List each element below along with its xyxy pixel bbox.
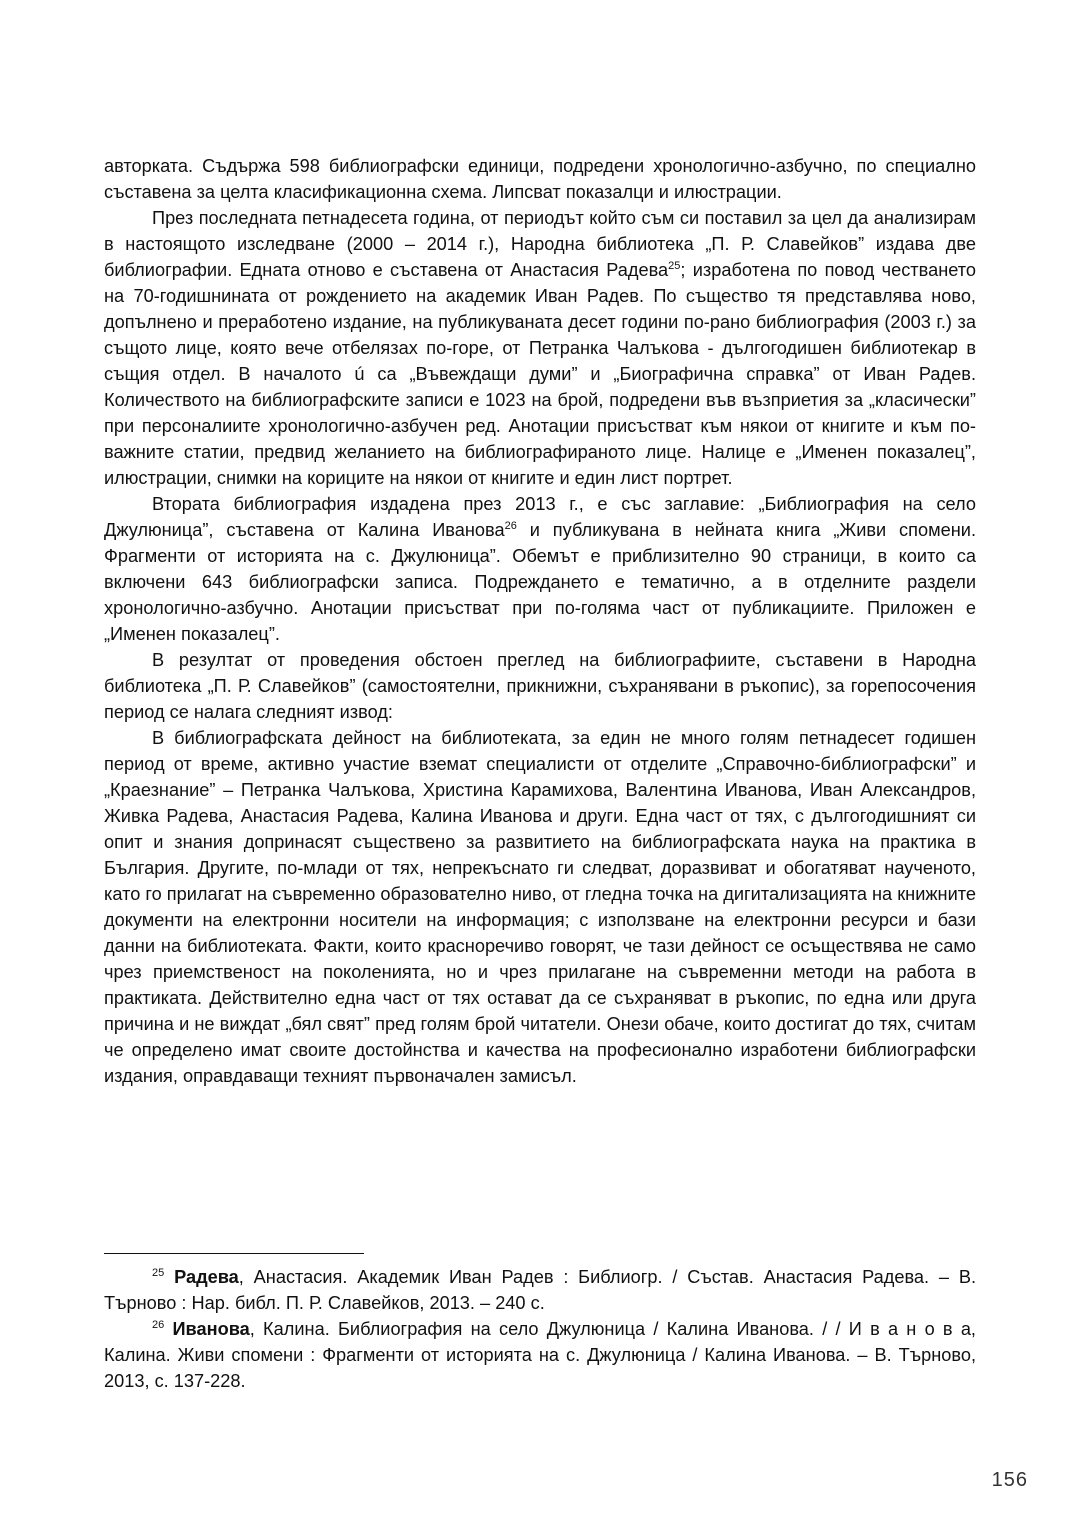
- paragraph: [104, 647, 976, 725]
- text-run: , Калина. Библиография на село Джулюница / Калина Иванова. / / И в а н о в а, Калина. Живи спомени : Фрагменти от историята на с. Джулюница / Калина Иванова. – В. Търново, 2013, с. 137-228.: [104, 1319, 976, 1391]
- text-run: ; изработена по повод честването на 70-годишнината от рождението на академик Иван Радев. По същество тя представлява ново, допълнено и преработено издание, на публикуваната десет години по-рано библиография (2003 г.) за същото лице, която вече отбелязах по-горе, от Петранка Чалъкова - дългогодишен библиотекар в същия отдел. В началото ú са „Въвеждащи думи” и „Биографична справка” от Иван Радев. Количеството на библиографските записи е 1023 на брой, подредени във възприетия за „класически” при персоналиите хронологично-азбучен ред. Анотации присъстват към някои от книгите и към по-важните статии, предвид желанието на библиографираното лице. Налице е „Именен показалец”, илюстрации, снимки на кориците на някои от книгите и един лист портрет.: [104, 260, 976, 488]
- paragraph: [104, 205, 976, 491]
- text-run: [164, 1267, 174, 1287]
- text-run: , Анастасия. Академик Иван Радев : Библиогр. / Състав. Анастасия Радева. – В. Търново : Нар. библ. П. Р. Славейков, 2013. – 240 с.: [104, 1267, 976, 1313]
- footnote-author: Иванова: [172, 1319, 250, 1339]
- footnote-marker: 25: [152, 1266, 165, 1279]
- footnote-ref-25[interactable]: 25: [668, 259, 681, 272]
- footnote-separator: [104, 1253, 364, 1254]
- text-run: Втората библиография издадена през 2013 г., е със заглавие: „Библиография на село Джулюница”, съставена от Калина Иванова: [104, 494, 976, 540]
- text-run: и публикувана в нейната книга „Живи спомени. Фрагменти от историята на с. Джулюница”. Обемът е приблизително 90 страници, в които са включени 643 библиографски записа. Подреждането е тематично, а в отделните раздели хронологично-азбучно. Анотации присъстват при по-голяма част от публикациите. Приложен е „Именен показалец”.: [104, 520, 976, 644]
- footnotes: [104, 1264, 976, 1394]
- paragraph: [104, 491, 976, 647]
- footnote-marker: 26: [152, 1318, 165, 1331]
- body-text: [104, 153, 976, 1089]
- footnote-author: Радева: [174, 1267, 239, 1287]
- paragraph: [104, 153, 976, 205]
- footnote-26: [104, 1316, 976, 1394]
- text-run: авторката. Съдържа 598 библиографски единици, подредени хронологично-азбучно, по специално съставена за целта класификационна схема. Липсват показалци и илюстрации.: [104, 156, 976, 202]
- text-run: В резултат от проведения обстоен преглед на библиографиите, съставени в Народна библиотека „П. Р. Славейков” (самостоятелни, прикнижни, съхранявани в ръкопис), за горепосочения период се налага следният извод:: [104, 650, 976, 722]
- page-number: 156: [991, 1469, 1028, 1491]
- paragraph: [104, 725, 976, 1089]
- footnote-25: [104, 1264, 976, 1316]
- footnote-ref-26[interactable]: 26: [504, 519, 517, 532]
- text-run: През последната петнадесета година, от периодът който съм си поставил за цел да анализирам в настоящото изследване (2000 – 2014 г.), Народна библиотека „П. Р. Славейков” издава две библиографии. Едната отново е съставена от Анастасия Радева: [104, 208, 976, 280]
- text-run: В библиографската дейност на библиотеката, за един не много голям петнадесет годишен период от време, активно участие вземат специалисти от отделите „Справочно-библиографски” и „Краезнание” – Петранка Чалъкова, Христина Карамихова, Валентина Иванова, Иван Александров, Живка Радева, Анастасия Радева, Калина Иванова и други. Една част от тях, с дългогодишният си опит и знания допринасят съществено за развитието на библиографската наука на практика в България. Другите, по-млади от тях, непрекъснато ги следват, доразвиват и обогатяват наученото, като го прилагат на съвременно образователно ниво, от гледна точка на дигитализацията на книжните документи на електронни носители на информация; с използване на електронни ресурси и бази данни на библиотеката. Факти, които красноречиво говорят, че тази дейност се осъществява не само чрез приемственост на поколенията, но и чрез прилагане на съвременни методи на работа в практиката. Действително една част от тях остават да се съхраняват в ръкопис, по една или друга причина и не виждат „бял свят” пред голям брой читатели. Онези обаче, които достигат до тях, считам че определено имат своите достойнства и качества на професионално изработени библиографски издания, оправдаващи техният първоначален замисъл.: [104, 728, 976, 1086]
